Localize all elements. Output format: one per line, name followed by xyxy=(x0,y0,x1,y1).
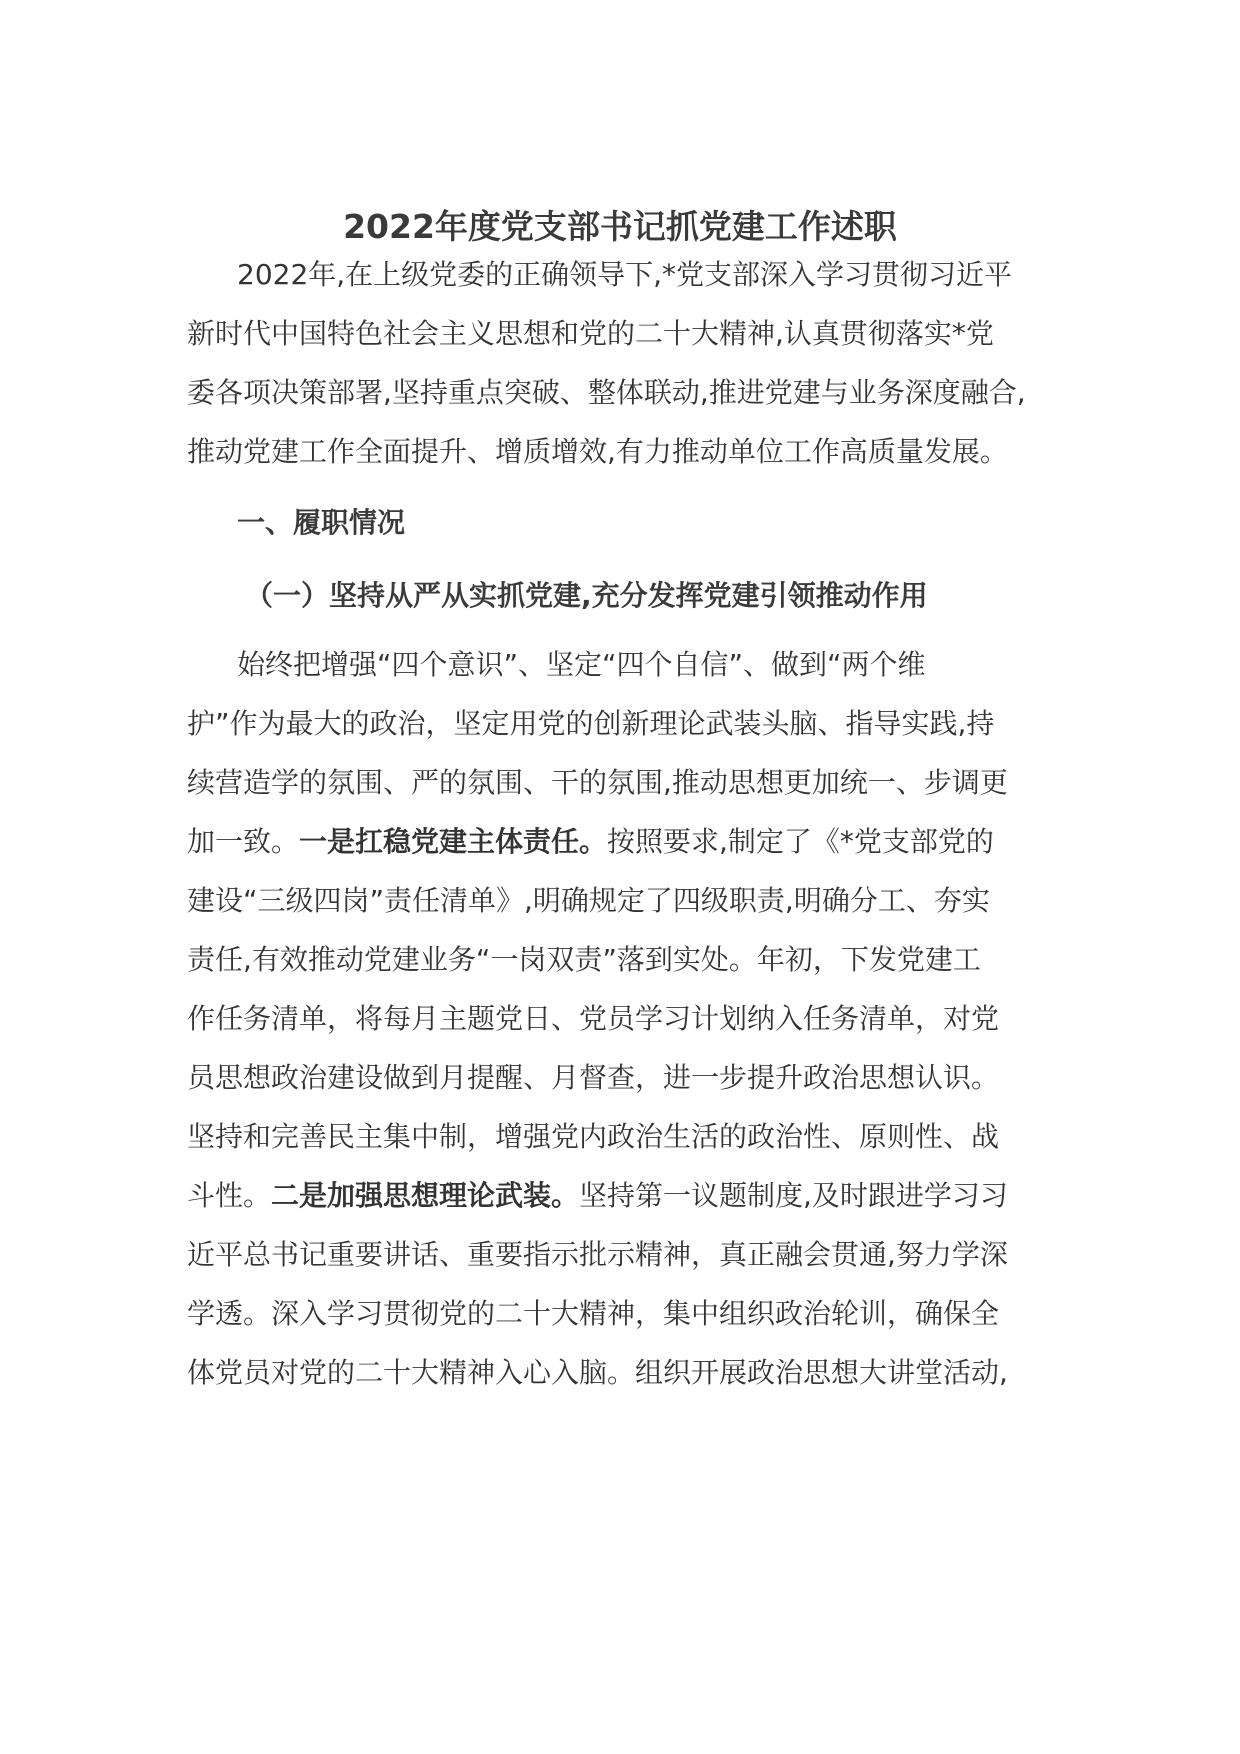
bold-point-2: 二是加强思想理论武装。 xyxy=(271,1179,580,1212)
body-line: 学透。深入学习贯彻党的二十大精神，集中组织政治轮训，确保全 xyxy=(187,1297,1000,1330)
body-line: 坚持和完善民主集中制，增强党内政治生活的政治性、原则性、战 xyxy=(187,1120,1000,1153)
body-text: 坚持第一议题制度,及时跟进学习习 xyxy=(579,1179,1008,1212)
body-line: 建设“三级四岗”责任清单》,明确规定了四级职责,明确分工、夯实 xyxy=(187,884,990,917)
body-line: 续营造学的氛围、严的氛围、干的氛围,推动思想更加统一、步调更 xyxy=(187,766,1008,799)
body-line xyxy=(187,822,1067,862)
body-text: 加一致。 xyxy=(187,825,300,858)
body-line: 始终把增强“四个意识”、坚定“四个自信”、做到“两个维 xyxy=(237,648,926,681)
body-line: 护”作为最大的政治，坚定用党的创新理论武装头脑、指导实践,持 xyxy=(187,707,995,740)
intro-line: 推动党建工作全面提升、增质增效,有力推动单位工作高质量发展。 xyxy=(187,435,1008,468)
body-line xyxy=(187,1176,1067,1216)
bold-point-1: 一是扛稳党建主体责任。 xyxy=(299,825,608,858)
intro-line: 新时代中国特色社会主义思想和党的二十大精神,认真贯彻落实*党 xyxy=(187,317,994,350)
body-line: 员思想政治建设做到月提醒、月督查，进一步提升政治思想认识。 xyxy=(187,1061,1000,1094)
body-line: 作任务清单，将每月主题党日、党员学习计划纳入任务清单，对党 xyxy=(187,1002,1000,1035)
intro-line: 委各项决策部署,坚持重点突破、整体联动,推进党建与业务深度融合, xyxy=(187,376,1026,409)
body-text: 斗性。 xyxy=(187,1179,272,1212)
intro-line: 2022年,在上级党委的正确领导下,*党支部深入学习贯彻习近平 xyxy=(237,258,1013,291)
subsection-heading: （一）坚持从严从实抓党建,充分发挥党建引领推动作用 xyxy=(245,579,928,612)
section-heading: 一、履职情况 xyxy=(237,506,406,539)
body-text: 按照要求,制定了《*党支部党的 xyxy=(607,825,994,858)
body-line: 近平总书记重要讲话、重要指示批示精神，真正融会贯通,努力学深 xyxy=(187,1238,1008,1271)
document-title: 2022年度党支部书记抓党建工作述职 xyxy=(343,207,897,246)
body-line: 体党员对党的二十大精神入心入脑。组织开展政治思想大讲堂活动, xyxy=(187,1356,1008,1389)
body-line: 责任,有效推动党建业务“一岗双责”落到实处。年初，下发党建工 xyxy=(187,943,981,976)
